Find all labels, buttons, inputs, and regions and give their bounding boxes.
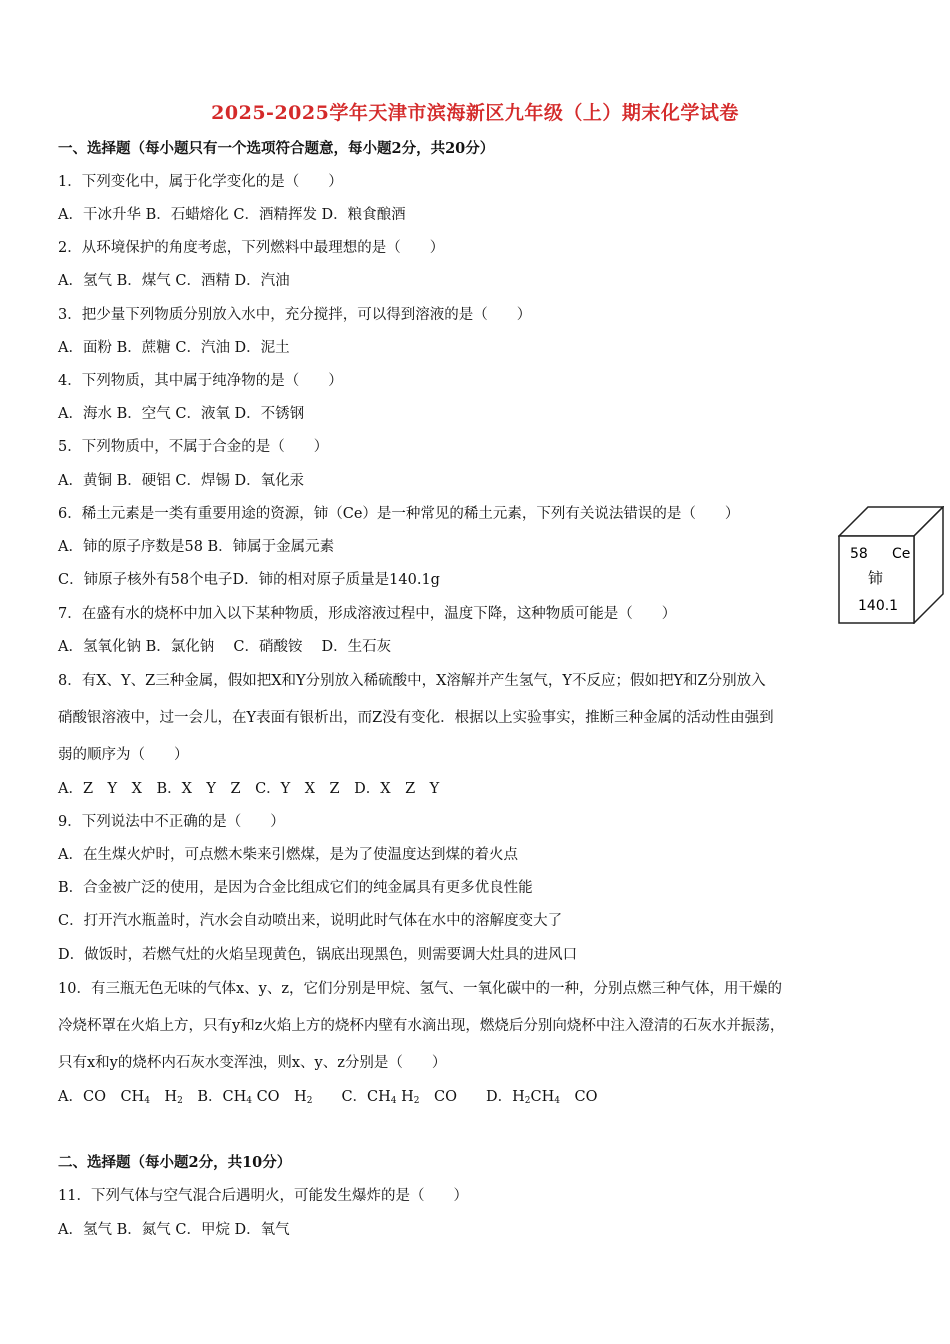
- section-heading-2: 二、选择题（每小题2分，共10分）: [58, 1154, 292, 1171]
- element-symbol: Ce: [892, 546, 911, 562]
- question-4-options: A．海水 B．空气 C．液氧 D．不锈钢: [58, 406, 305, 422]
- question-7-options: A．氢氧化钠 B．氯化钠 C．硝酸铵 D．生石灰: [58, 639, 392, 655]
- element-name: 铈: [868, 569, 884, 587]
- atomic-number: 58: [850, 546, 868, 562]
- question-8-line-2: 硝酸银溶液中，过一会儿，在Y表面有银析出，而Z没有变化．根据以上实验事实，推断三种金属的活动性由强到: [58, 710, 774, 726]
- question-10-line-3: 只有x和y的烧杯内石灰水变浑浊，则x、y、z分别是（ ）: [58, 1055, 447, 1071]
- question-9-option-d: D．做饭时，若燃气灶的火焰呈现黄色，锅底出现黑色，则需要调大灶具的进风口: [58, 947, 578, 963]
- question-1: 1．下列变化中，属于化学变化的是（ ）: [58, 174, 343, 190]
- question-10-options: A．CO $CH_4$ $H_2$ B．$CH_4$ CO $H_2$ C．$CH_4$ $H_2$ CO D．$H_2CH_4$ CO: [58, 1089, 598, 1106]
- question-6-options-cd: C．铈原子核外有58个电子D．铈的相对原子质量是140.1g: [58, 572, 440, 588]
- question-8-options: A．Z Y X B．X Y Z C．Y X Z D．X Z Y: [58, 781, 440, 797]
- question-9: 9．下列说法中不正确的是（ ）: [58, 814, 285, 830]
- question-11-options: A．氢气 B．氮气 C．甲烷 D．氧气: [58, 1222, 290, 1238]
- question-2: 2．从环境保护的角度考虑，下列燃料中最理想的是（ ）: [58, 240, 445, 256]
- question-9-option-a: A．在生煤火炉时，可点燃木柴来引燃煤，是为了使温度达到煤的着火点: [58, 847, 518, 863]
- question-8-line-1: 8．有X、Y、Z三种金属，假如把X和Y分别放入稀硫酸中，X溶解并产生氢气，Y不反应；假如把Y和Z分别放入: [58, 673, 766, 689]
- question-5: 5．下列物质中，不属于合金的是（ ）: [58, 439, 329, 455]
- question-8-line-3: 弱的顺序为（ ）: [58, 747, 189, 763]
- section-heading-1: 一、选择题（每小题只有一个选项符合题意，每小题2分，共20分）: [58, 140, 495, 157]
- question-2-options: A．氢气 B．煤气 C．酒精 D．汽油: [58, 273, 290, 289]
- question-1-options: A．干冰升华 B．石蜡熔化 C．酒精挥发 D．粮食酿酒: [58, 207, 406, 223]
- question-6: 6．稀土元素是一类有重要用途的资源，铈（Ce）是一种常见的稀土元素，下列有关说法错误的是（ ）: [58, 506, 740, 522]
- question-3-options: A．面粉 B．蔗糖 C．汽油 D．泥土: [58, 340, 290, 356]
- question-10-line-1: 10．有三瓶无色无味的气体x、y、z，它们分别是甲烷、氢气、一氧化碳中的一种，分别点燃三种气体，用干燥的: [58, 981, 782, 997]
- question-10-line-2: 冷烧杯罩在火焰上方，只有y和z火焰上方的烧杯内壁有水滴出现，燃烧后分别向烧杯中注入澄清的石灰水并振荡，: [58, 1018, 785, 1034]
- question-4: 4．下列物质，其中属于纯净物的是（ ）: [58, 373, 343, 389]
- question-7: 7．在盛有水的烧杯中加入以下某种物质，形成溶液过程中，温度下降，这种物质可能是（ ）: [58, 606, 677, 622]
- question-3: 3．把少量下列物质分别放入水中，充分搅拌，可以得到溶液的是（ ）: [58, 307, 532, 323]
- question-9-option-b: B．合金被广泛的使用，是因为合金比组成它们的纯金属具有更多优良性能: [58, 880, 533, 896]
- atomic-mass: 140.1: [858, 598, 899, 614]
- question-9-option-c: C．打开汽水瓶盖时，汽水会自动喷出来，说明此时气体在水中的溶解度变大了: [58, 913, 563, 929]
- question-11: 11．下列气体与空气混合后遇明火，可能发生爆炸的是（ ）: [58, 1188, 468, 1204]
- cerium-element-cell: [838, 506, 944, 624]
- question-5-options: A．黄铜 B．硬铝 C．焊锡 D．氧化汞: [58, 473, 305, 489]
- question-6-options-ab: A．铈的原子序数是58 B．铈属于金属元素: [58, 539, 335, 555]
- page-title: 2025-2025学年天津市滨海新区九年级（上）期末化学试卷: [211, 102, 739, 124]
